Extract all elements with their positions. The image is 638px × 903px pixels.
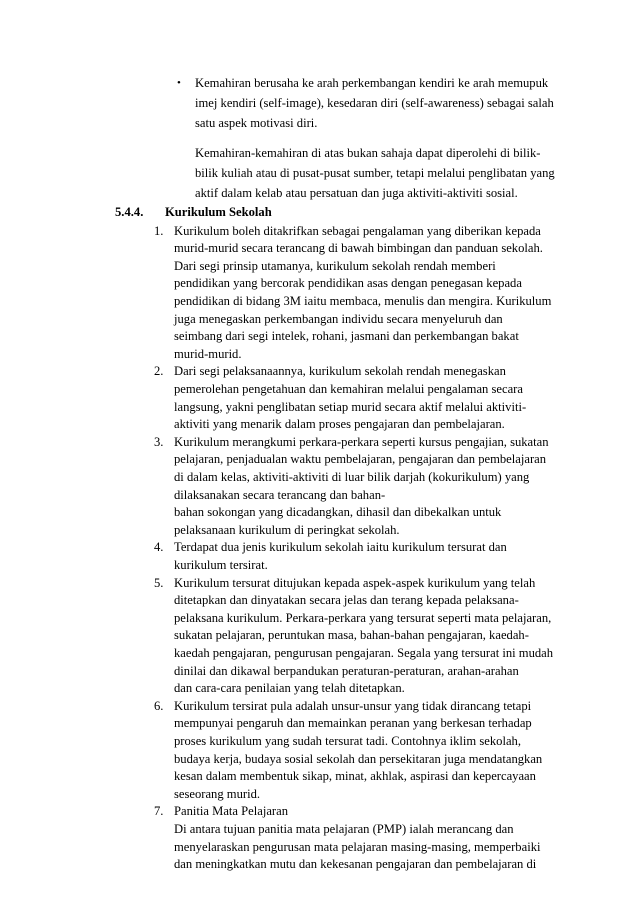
- list-item-line: bahan sokongan yang dicadangkan, dihasil dan dibekalkan untuk: [174, 505, 502, 520]
- paragraph-line: aktif dalam kelab atau persatuan dan juga aktiviti-aktiviti sosial.: [195, 186, 518, 200]
- list-item-line: murid-murid.: [174, 346, 242, 361]
- list-item-line: seseorang murid.: [174, 786, 261, 801]
- list-item-line: ditetapkan dan dinyatakan secara jelas dan terang kepada pelaksana-: [174, 593, 519, 608]
- list-item-line: langsung, yakni penglibatan setiap murid secara aktif melalui aktiviti-: [174, 399, 527, 414]
- paragraph-line: Kemahiran-kemahiran di atas bukan sahaja dapat diperolehi di bilik-: [195, 146, 541, 160]
- bullet-text-line: satu aspek motivasi diri.: [195, 116, 318, 130]
- list-item-line: pemerolehan pengetahuan dan kemahiran melalui pengalaman secara: [174, 381, 523, 396]
- list-item-line: pendidikan di bidang 3M iaitu membaca, menulis dan mengira. Kurikulum: [174, 293, 552, 308]
- list-item-line: di dalam kelas, aktiviti-aktiviti di luar bilik darjah (kokurikulum) yang: [174, 469, 530, 484]
- list-item-line: proses kurikulum yang sudah tersurat tadi. Contohnya iklim sekolah,: [174, 733, 521, 748]
- list-item-line: pelaksanaan kurikulum di peringkat sekolah.: [174, 522, 400, 537]
- list-item-line: Dari segi prinsip utamanya, kurikulum sekolah rendah memberi: [174, 258, 496, 273]
- list-item-line: Terdapat dua jenis kurikulum sekolah iaitu kurikulum tersurat dan: [174, 540, 507, 555]
- list-item-line: aktiviti yang menarik dalam proses pengajaran dan pembelajaran.: [174, 417, 505, 432]
- list-item-line: Di antara tujuan panitia mata pelajaran (PMP) ialah merancang dan: [174, 821, 514, 836]
- list-item-line: pelajaran, penjadualan waktu pembelajaran, pengajaran dan pembelajaran: [174, 452, 547, 467]
- list-item-line: Panitia Mata Pelajaran: [174, 804, 289, 819]
- list-item-line: Kurikulum tersurat ditujukan kepada aspek-aspek kurikulum yang telah: [174, 575, 536, 590]
- list-item-line: juga menegaskan perkembangan individu secara menyeluruh dan: [174, 311, 503, 326]
- list-item-number: 5.: [154, 575, 164, 590]
- list-item-number: 4.: [154, 540, 164, 555]
- section-title: Kurikulum Sekolah: [165, 205, 272, 219]
- list-item-line: seimbang dari segi intelek, rohani, jasmani dan perkembangan bakat: [174, 329, 519, 344]
- bullet-text-line: imej kendiri (self-image), kesedaran diri (self-awareness) sebagai salah: [195, 96, 554, 110]
- bullet-text-line: Kemahiran berusaha ke arah perkembangan kendiri ke arah memupuk: [195, 76, 549, 90]
- list-item-number: 2.: [154, 364, 164, 379]
- bullet-dot-icon: •: [177, 77, 181, 89]
- list-item-number: 1.: [154, 223, 164, 238]
- section-number: 5.4.4.: [115, 205, 144, 219]
- list-item-line: kaedah pengajaran, pengurusan pengajaran. Segala yang tersurat ini mudah: [174, 645, 554, 660]
- list-item-line: dinilai dan dikawal berpandukan peraturan-peraturan, arahan-arahan: [174, 663, 519, 678]
- list-item-line: dan meningkatkan mutu dan kekesanan pengajaran dan pembelajaran di: [174, 857, 537, 872]
- list-item-line: kesan dalam membentuk sikap, minat, akhlak, aspirasi dan kepercayaan: [174, 769, 536, 784]
- list-item-line: Kurikulum tersirat pula adalah unsur-unsur yang tidak dirancang tetapi: [174, 698, 532, 713]
- list-item-line: murid-murid secara terancang di bawah bimbingan dan panduan sekolah.: [174, 241, 543, 256]
- list-item-line: pendidikan yang bercorak pendidikan asas dengan penegasan kepada: [174, 276, 522, 291]
- list-item-number: 3.: [154, 434, 164, 449]
- list-item-line: menyelaraskan pengurusan mata pelajaran masing-masing, memperbaiki: [174, 839, 541, 854]
- list-item-line: kurikulum tersirat.: [174, 557, 268, 572]
- list-item-line: Kurikulum merangkumi perkara-perkara seperti kursus pengajian, sukatan: [174, 434, 549, 449]
- list-item-number: 6.: [154, 698, 164, 713]
- list-item-line: mempunyai pengaruh dan memainkan peranan yang berkesan terhadap: [174, 716, 532, 731]
- list-item-line: pelaksana kurikulum. Perkara-perkara yang tersurat seperti mata pelajaran,: [174, 610, 552, 625]
- list-item-number: 7.: [154, 804, 164, 819]
- list-item-line: dan cara-cara penilaian yang telah ditetapkan.: [174, 681, 405, 696]
- list-item-line: Dari segi pelaksanaannya, kurikulum sekolah rendah menegaskan: [174, 364, 506, 379]
- list-item-line: dilaksanakan secara terancang dan bahan-: [174, 487, 386, 502]
- list-item-line: budaya kerja, budaya sosial sekolah dan persekitaran juga mendatangkan: [174, 751, 543, 766]
- paragraph-line: bilik kuliah atau di pusat-pusat sumber, tetapi melalui penglibatan yang: [195, 166, 555, 180]
- list-item-line: Kurikulum boleh ditakrifkan sebagai pengalaman yang diberikan kepada: [174, 223, 541, 238]
- list-item-line: sukatan pelajaran, peruntukan masa, bahan-bahan pengajaran, kaedah-: [174, 628, 529, 643]
